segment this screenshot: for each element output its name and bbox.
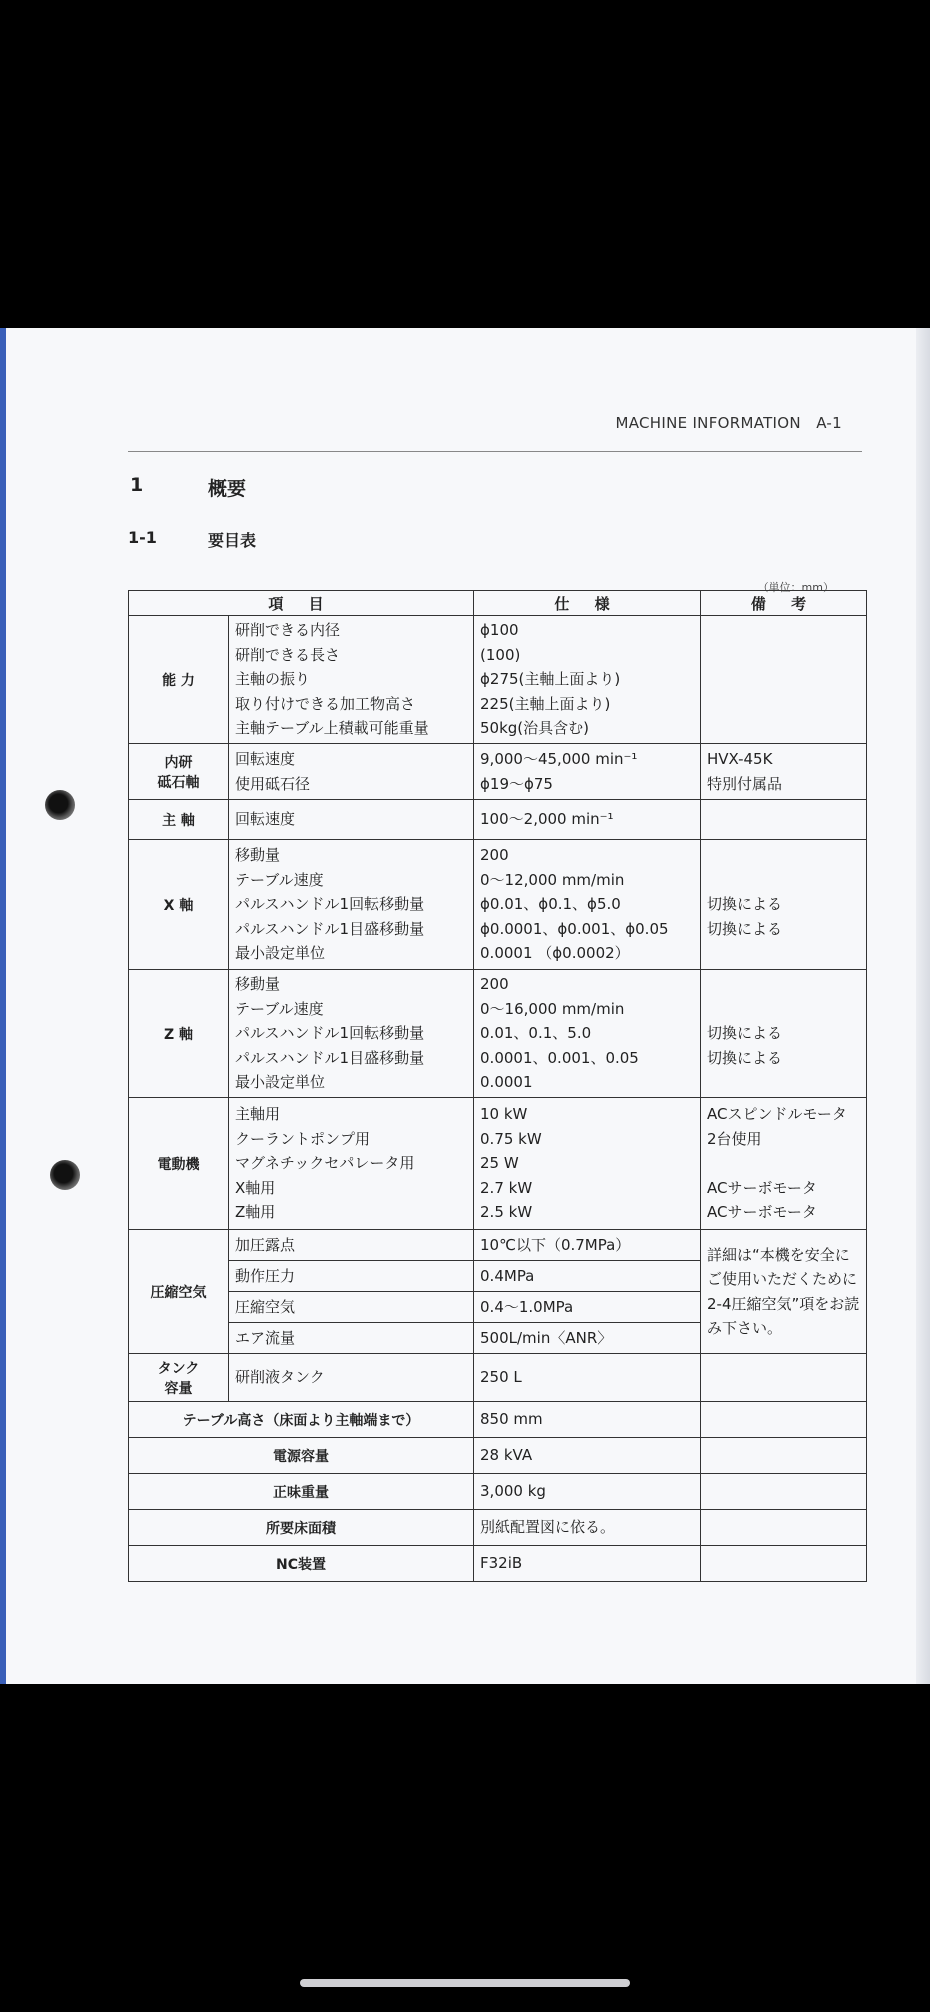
category-cell — [129, 744, 229, 800]
item-text: テーブル速度 — [235, 870, 324, 889]
note-cell — [701, 1510, 867, 1546]
spec-text: 2.7 kW — [480, 1178, 533, 1197]
spec-text: ϕ100 — [480, 621, 519, 640]
item-cell — [229, 616, 474, 744]
item-cell — [229, 1098, 474, 1230]
spec-text: (100) — [480, 645, 521, 664]
note-text: 切換による — [707, 895, 783, 914]
table-row — [129, 1474, 867, 1510]
spec-text: 2.5 kW — [480, 1203, 533, 1222]
item-cell — [229, 1261, 474, 1292]
item-text: パルスハンドル1目盛移動量 — [235, 919, 425, 938]
item-text: 回転速度 — [235, 810, 296, 829]
note-text — [707, 1151, 860, 1176]
note-text: ACサーボモータ — [707, 1203, 817, 1222]
spec-cell — [474, 616, 701, 744]
note-cell — [701, 1402, 867, 1438]
note-text: ACサーボモータ — [707, 1178, 817, 1197]
note-cell — [701, 970, 867, 1098]
table-row — [129, 1546, 867, 1582]
spec-text: 200 — [480, 975, 509, 994]
spec-text: 25 W — [480, 1154, 519, 1173]
spec-text: 10 kW — [480, 1105, 528, 1124]
item-text: 研削できる長さ — [235, 645, 341, 664]
note-cell — [701, 1354, 867, 1402]
table-row — [129, 1230, 867, 1261]
spec-cell — [474, 1098, 701, 1230]
item-text: 最小設定単位 — [235, 944, 326, 963]
item-text: 主軸用 — [235, 1105, 281, 1124]
spec-cell — [474, 744, 701, 800]
note-cell — [701, 840, 867, 970]
unit-label: （単位：mm） — [757, 581, 834, 594]
item-cell — [229, 1354, 474, 1402]
spec-cell — [474, 1354, 701, 1402]
spec-text: 50kg(治具含む) — [480, 719, 590, 738]
spec-text: 0.0001、0.001、0.05 — [480, 1048, 639, 1067]
table-row — [129, 800, 867, 840]
table-row — [129, 840, 867, 970]
category-cell: X 軸 — [129, 840, 229, 970]
spec-cell — [474, 1474, 701, 1510]
note-text — [707, 868, 860, 893]
spec-text: 0～16,000 mm/min — [480, 999, 625, 1018]
item-text: エア流量 — [235, 1328, 296, 1347]
table-row — [129, 616, 867, 744]
spec-cell — [474, 1323, 701, 1354]
table-row — [129, 1354, 867, 1402]
item-text: 主軸の振り — [235, 670, 311, 689]
note-text — [707, 1070, 860, 1095]
item-text: マグネチックセパレータ用 — [235, 1154, 415, 1173]
spec-cell — [474, 1438, 701, 1474]
spec-text: ϕ0.01、ϕ0.1、ϕ5.0 — [480, 895, 621, 914]
note-cell — [701, 1474, 867, 1510]
item-text: パルスハンドル1回転移動量 — [235, 895, 425, 914]
note-text: 切換による — [707, 1048, 783, 1067]
category-text: タンク — [157, 1360, 200, 1377]
spec-text: 28 kVA — [480, 1446, 533, 1465]
note-cell — [701, 800, 867, 840]
note-text: 特別付属品 — [707, 774, 783, 793]
spec-cell — [474, 1261, 701, 1292]
home-indicator[interactable] — [300, 1979, 630, 1987]
item-cell — [229, 840, 474, 970]
category-cell: 主 軸 — [129, 800, 229, 840]
note-cell — [701, 1438, 867, 1474]
item-cell — [229, 744, 474, 800]
category-text: 内研 — [164, 754, 193, 771]
spec-text: 850 mm — [480, 1410, 543, 1429]
category-cell: 圧縮空気 — [129, 1230, 229, 1354]
spec-text: F32iB — [480, 1554, 523, 1573]
note-cell — [701, 1230, 867, 1354]
category-cell: 能 力 — [129, 616, 229, 744]
spec-text: 0～12,000 mm/min — [480, 870, 625, 889]
spec-text: 0.4MPa — [480, 1266, 535, 1285]
spec-cell — [474, 970, 701, 1098]
spec-text: ϕ275(主軸上面より) — [480, 670, 621, 689]
punch-hole — [45, 790, 75, 820]
spec-cell — [474, 840, 701, 970]
spec-text: 225(主軸上面より) — [480, 694, 611, 713]
spec-cell — [474, 1510, 701, 1546]
spec-text: 9,000～45,000 min⁻¹ — [480, 750, 638, 768]
spec-text: ϕ0.0001、ϕ0.001、ϕ0.05 — [480, 919, 669, 938]
table-row — [129, 1402, 867, 1438]
spec-cell — [474, 800, 701, 840]
header-item: 項 目 — [129, 591, 474, 616]
spec-cell — [474, 1402, 701, 1438]
table-row — [129, 970, 867, 1098]
item-cell — [229, 800, 474, 840]
category-text: 容量 — [164, 1380, 193, 1397]
item-text: 移動量 — [235, 975, 281, 994]
spec-cell — [474, 1230, 701, 1261]
spec-text: 200 — [480, 846, 509, 865]
note-text: 詳細は“本機を安全にご使用いただくために 2-4圧縮空気”項をお読み下さい。 — [707, 1245, 860, 1337]
header-rule — [128, 451, 862, 452]
category-cell: 電動機 — [129, 1098, 229, 1230]
category-cell — [129, 1354, 229, 1402]
item-text: テーブル速度 — [235, 999, 324, 1018]
note-text: 切換による — [707, 919, 783, 938]
item-text: Z軸用 — [235, 1203, 276, 1222]
item-text: 圧縮空気 — [235, 1297, 296, 1316]
item-text: 主軸テーブル上積載可能重量 — [235, 719, 429, 738]
note-text: 切換による — [707, 1024, 783, 1043]
spec-text: 250 L — [480, 1368, 522, 1387]
spec-text: 0.0001 — [480, 1073, 533, 1092]
section-number: 1 — [130, 474, 144, 496]
spec-text: 別紙配置図に依る。 — [480, 1518, 616, 1537]
note-cell — [701, 616, 867, 744]
spec-text: 100～2,000 min⁻¹ — [480, 810, 614, 829]
label-cell: テーブル高さ（床面より主軸端まで） — [129, 1402, 474, 1438]
header-note: 備 考 — [701, 591, 867, 616]
item-text: 回転速度 — [235, 750, 296, 768]
page-header: MACHINE INFORMATION A-1 — [615, 414, 842, 432]
item-text: 研削できる内径 — [235, 621, 341, 640]
note-cell — [701, 744, 867, 800]
spec-text: 10℃以下（0.7MPa） — [480, 1235, 631, 1254]
note-text: ACスピンドルモータ — [707, 1105, 847, 1124]
item-text: 加圧露点 — [235, 1235, 296, 1254]
item-cell — [229, 970, 474, 1098]
item-text: 研削液タンク — [235, 1368, 325, 1387]
label-cell: 電源容量 — [129, 1438, 474, 1474]
item-cell — [229, 1292, 474, 1323]
header-spec: 仕 様 — [474, 591, 701, 616]
spec-cell — [474, 1292, 701, 1323]
table-row — [129, 1098, 867, 1230]
table-row — [129, 744, 867, 800]
spec-cell — [474, 1546, 701, 1582]
note-cell — [701, 1546, 867, 1582]
item-text: 動作圧力 — [235, 1266, 296, 1285]
item-text: 取り付けできる加工物高さ — [235, 694, 416, 713]
label-cell: 所要床面積 — [129, 1510, 474, 1546]
item-text: X軸用 — [235, 1178, 276, 1197]
spec-text: 0.0001 （ϕ0.0002） — [480, 944, 630, 963]
spec-text: ϕ19～ϕ75 — [480, 774, 553, 793]
note-cell — [701, 1098, 867, 1230]
note-text — [707, 972, 860, 997]
item-text: クーラントポンプ用 — [235, 1129, 371, 1148]
note-text — [707, 941, 860, 966]
item-text: パルスハンドル1回転移動量 — [235, 1024, 425, 1043]
note-text: 2台使用 — [707, 1129, 762, 1148]
spec-text: 500L/min〈ANR〉 — [480, 1328, 613, 1347]
spec-text: 0.75 kW — [480, 1129, 542, 1148]
category-cell: Z 軸 — [129, 970, 229, 1098]
subsection-title: 要目表 — [208, 531, 257, 550]
note-text — [707, 843, 860, 868]
item-text: パルスハンドル1目盛移動量 — [235, 1048, 425, 1067]
label-cell: 正味重量 — [129, 1474, 474, 1510]
spec-text: 0.4～1.0MPa — [480, 1297, 574, 1316]
note-text: HVX-45K — [707, 750, 773, 768]
label-cell: NC装置 — [129, 1546, 474, 1582]
page-edge — [0, 328, 6, 1684]
section-title: 概要 — [208, 478, 247, 500]
spec-text: 0.01、0.1、5.0 — [480, 1024, 592, 1043]
subsection-number: 1-1 — [128, 528, 157, 547]
spec-text: 3,000 kg — [480, 1482, 546, 1501]
category-text: 砥石軸 — [157, 774, 200, 791]
punch-hole — [50, 1160, 80, 1190]
table-row — [129, 1438, 867, 1474]
document-page — [0, 328, 930, 1684]
item-text: 使用砥石径 — [235, 774, 311, 793]
item-text: 移動量 — [235, 846, 281, 865]
item-cell — [229, 1230, 474, 1261]
spec-table — [128, 590, 867, 1582]
item-text: 最小設定単位 — [235, 1073, 326, 1092]
table-row — [129, 1510, 867, 1546]
note-text — [707, 997, 860, 1022]
table-header-row — [129, 591, 867, 616]
page-edge-right — [916, 328, 930, 1684]
item-cell — [229, 1323, 474, 1354]
